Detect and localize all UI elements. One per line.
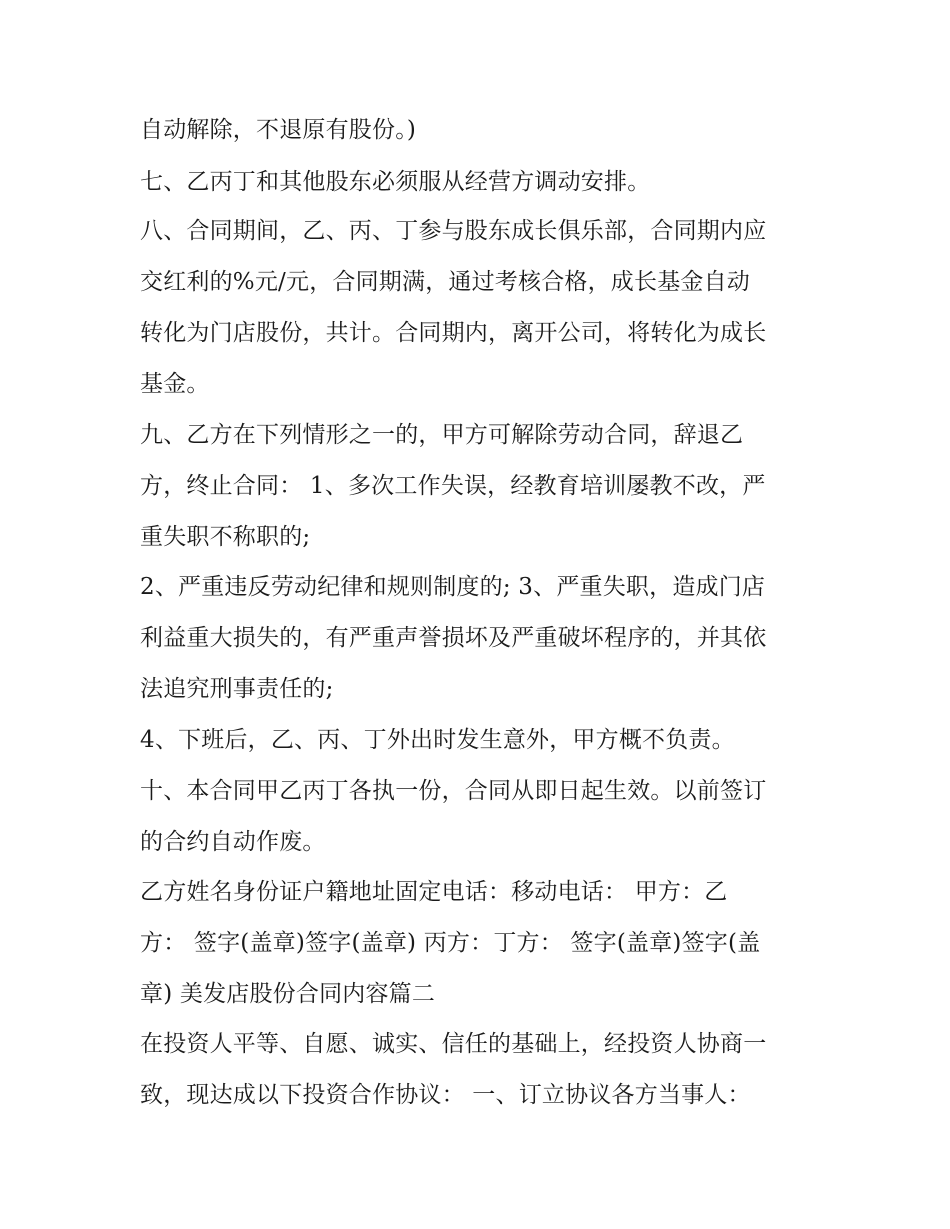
text-line: 方： 签字(盖章)签字(盖章) 丙方：丁方： 签字(盖章)签字(盖: [140, 930, 761, 956]
text-line: 致，现达成以下投资合作协议： 一、订立协议各方当事人：: [140, 1082, 751, 1108]
text-line: 交红利的%元/元，合同期满，通过考核合格，成长基金自动: [140, 269, 751, 295]
text-line: 转化为门店股份，共计。合同期内，离开公司，将转化为成长: [140, 320, 767, 346]
text-line: 章) 美发店股份合同内容篇二: [140, 981, 436, 1007]
text-line: 七、乙丙丁和其他股东必须服从经营方调动安排。: [140, 169, 651, 195]
text-line: 在投资人平等、自愿、诚实、信任的基础上，经投资人协商一: [140, 1031, 767, 1057]
text-line: 乙方姓名身份证户籍地址固定电话：移动电话： 甲方：乙: [140, 879, 728, 905]
text-line: 利益重大损失的，有严重声誉损坏及严重破坏程序的，并其依: [140, 625, 767, 651]
text-line: 2、严重违反劳动纪律和规则制度的; 3、严重失职，造成门店: [140, 574, 766, 600]
text-line: 九、乙方在下列情形之一的，甲方可解除劳动合同，辞退乙: [140, 422, 744, 448]
text-line: 重失职不称职的;: [140, 524, 311, 550]
text-line: 基金。: [140, 371, 210, 397]
text-line: 八、合同期间，乙、丙、丁参与股东成长俱乐部，合同期内应: [140, 218, 767, 244]
text-line: 4、下班后，乙、丙、丁外出时发生意外，甲方概不负责。: [140, 727, 735, 753]
text-line: 方，终止合同： 1、多次工作失误，经教育培训屡教不改，严: [140, 473, 766, 499]
text-line: 十、本合同甲乙丙丁各执一份，合同从即日起生效。以前签订: [140, 778, 767, 804]
text-line: 法追究刑事责任的;: [140, 676, 334, 702]
text-line: 的合约自动作废。: [140, 829, 326, 855]
text-line: 自动解除，不退原有股份。): [140, 117, 417, 143]
